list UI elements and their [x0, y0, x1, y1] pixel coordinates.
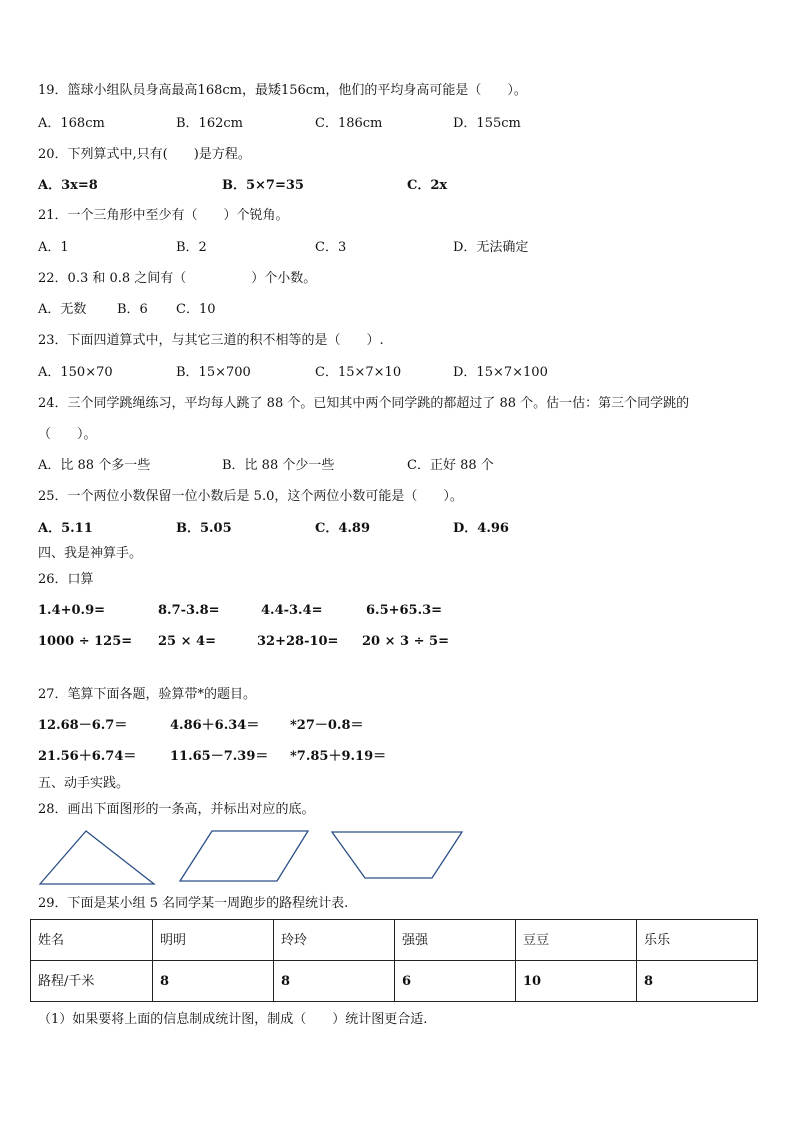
table-header-cell: 豆豆	[516, 920, 637, 961]
q24-text: 24．三个同学跳绳练习，平均每人跳了 88 个。已知其中两个同学跳的都超过了 88 个。估一估：第三个同学跳的	[38, 396, 690, 411]
q19-option-d: D．155cm	[453, 116, 521, 131]
q20-option-a: A．3x=8	[38, 178, 98, 193]
q24-option-b: B．比 88 个少一些	[222, 458, 335, 473]
parallelogram-shape	[180, 831, 308, 881]
q19-option-a: A．168cm	[38, 116, 105, 131]
q22-option-a: A．无数	[38, 302, 87, 317]
q24-option-a: A．比 88 个多一些	[38, 458, 151, 473]
q19-option-c: C．186cm	[315, 116, 383, 131]
q21-option-c: C．3	[315, 240, 347, 255]
table-header-cell: 明明	[153, 920, 274, 961]
q21-option-d: D．无法确定	[453, 240, 529, 255]
q27-text: 27．笔算下面各题，验算带*的题目。	[38, 687, 257, 702]
q21-text: 21．一个三角形中至少有（ ）个锐角。	[38, 208, 289, 223]
triangle-shape	[40, 831, 154, 884]
q25-option-b: B．5.05	[176, 521, 232, 536]
q25-text: 25．一个两位小数保留一位小数后是 5.0，这个两位小数可能是（ ）。	[38, 489, 463, 504]
trapezoid-shape	[332, 832, 462, 878]
section-4-heading: 四、我是神算手。	[38, 546, 143, 561]
q27-item-5: 11.65－7.39＝	[170, 749, 269, 764]
q23-option-b: B．15×700	[176, 365, 251, 380]
q26-item-7: 32+28-10=	[257, 634, 339, 649]
table-header-cell: 强强	[395, 920, 516, 961]
table-cell: 8	[637, 961, 758, 1002]
q22-text: 22．0.3 和 0.8 之间有（ ）个小数。	[38, 271, 317, 286]
table-header-cell: 姓名	[31, 920, 153, 961]
table-row	[31, 920, 758, 961]
q27-item-4: 21.56＋6.74＝	[38, 749, 137, 764]
q22-option-b: B．6	[117, 302, 148, 317]
q25-option-d: D．4.96	[453, 521, 509, 536]
q20-option-b: B．5×7=35	[222, 178, 304, 193]
q21-option-b: B．2	[176, 240, 207, 255]
q23-option-d: D．15×7×100	[453, 365, 548, 380]
q26-item-3: 4.4-3.4=	[261, 603, 323, 618]
table-row	[31, 961, 758, 1002]
q19-text: 19．篮球小组队员身高最高168cm，最矮156cm，他们的平均身高可能是（ ）。	[38, 83, 527, 98]
q26-item-8: 20 × 3 ÷ 5=	[362, 634, 449, 649]
q20-text: 20．下列算式中,只有( )是方程。	[38, 147, 251, 162]
table-cell: 8	[153, 961, 274, 1002]
table-header-cell: 玲玲	[274, 920, 395, 961]
table-cell: 6	[395, 961, 516, 1002]
q20-option-c: C．2x	[407, 178, 448, 193]
q27-item-2: 4.86＋6.34＝	[170, 718, 260, 733]
q24-text-continued: （ ）。	[38, 427, 97, 442]
q23-option-c: C．15×7×10	[315, 365, 402, 380]
q25-option-a: A．5.11	[38, 521, 93, 536]
q27-item-3: *27－0.8＝	[290, 718, 364, 733]
q24-option-c: C．正好 88 个	[407, 458, 494, 473]
q23-option-a: A．150×70	[38, 365, 113, 380]
q19-option-b: B．162cm	[176, 116, 243, 131]
table-cell: 8	[274, 961, 395, 1002]
q22-option-c: C．10	[176, 302, 216, 317]
q28-text: 28．画出下面图形的一条高，并标出对应的底。	[38, 802, 315, 817]
q29-sub-question-1: （1）如果要将上面的信息制成统计图，制成（ ）统计图更合适.	[38, 1012, 428, 1027]
q26-item-5: 1000 ÷ 125=	[38, 634, 133, 649]
q27-item-1: 12.68－6.7＝	[38, 718, 128, 733]
section-5-heading: 五、动手实践。	[38, 776, 130, 791]
table-cell: 10	[516, 961, 637, 1002]
q26-item-4: 6.5+65.3=	[366, 603, 443, 618]
table-cell: 路程/千米	[31, 961, 153, 1002]
q26-item-1: 1.4+0.9=	[38, 603, 106, 618]
q27-item-6: *7.85＋9.19＝	[290, 749, 387, 764]
q26-text: 26．口算	[38, 572, 94, 587]
table-header-cell: 乐乐	[637, 920, 758, 961]
running-distance-table	[30, 919, 758, 1002]
q23-text: 23．下面四道算式中，与其它三道的积不相等的是（ ）.	[38, 333, 384, 348]
q21-option-a: A．1	[38, 240, 69, 255]
q29-text: 29．下面是某小组 5 名同学某一周跑步的路程统计表.	[38, 896, 349, 911]
q26-item-2: 8.7-3.8=	[158, 603, 220, 618]
q25-option-c: C．4.89	[315, 521, 371, 536]
q28-shapes	[30, 822, 470, 888]
q26-item-6: 25 × 4=	[158, 634, 216, 649]
